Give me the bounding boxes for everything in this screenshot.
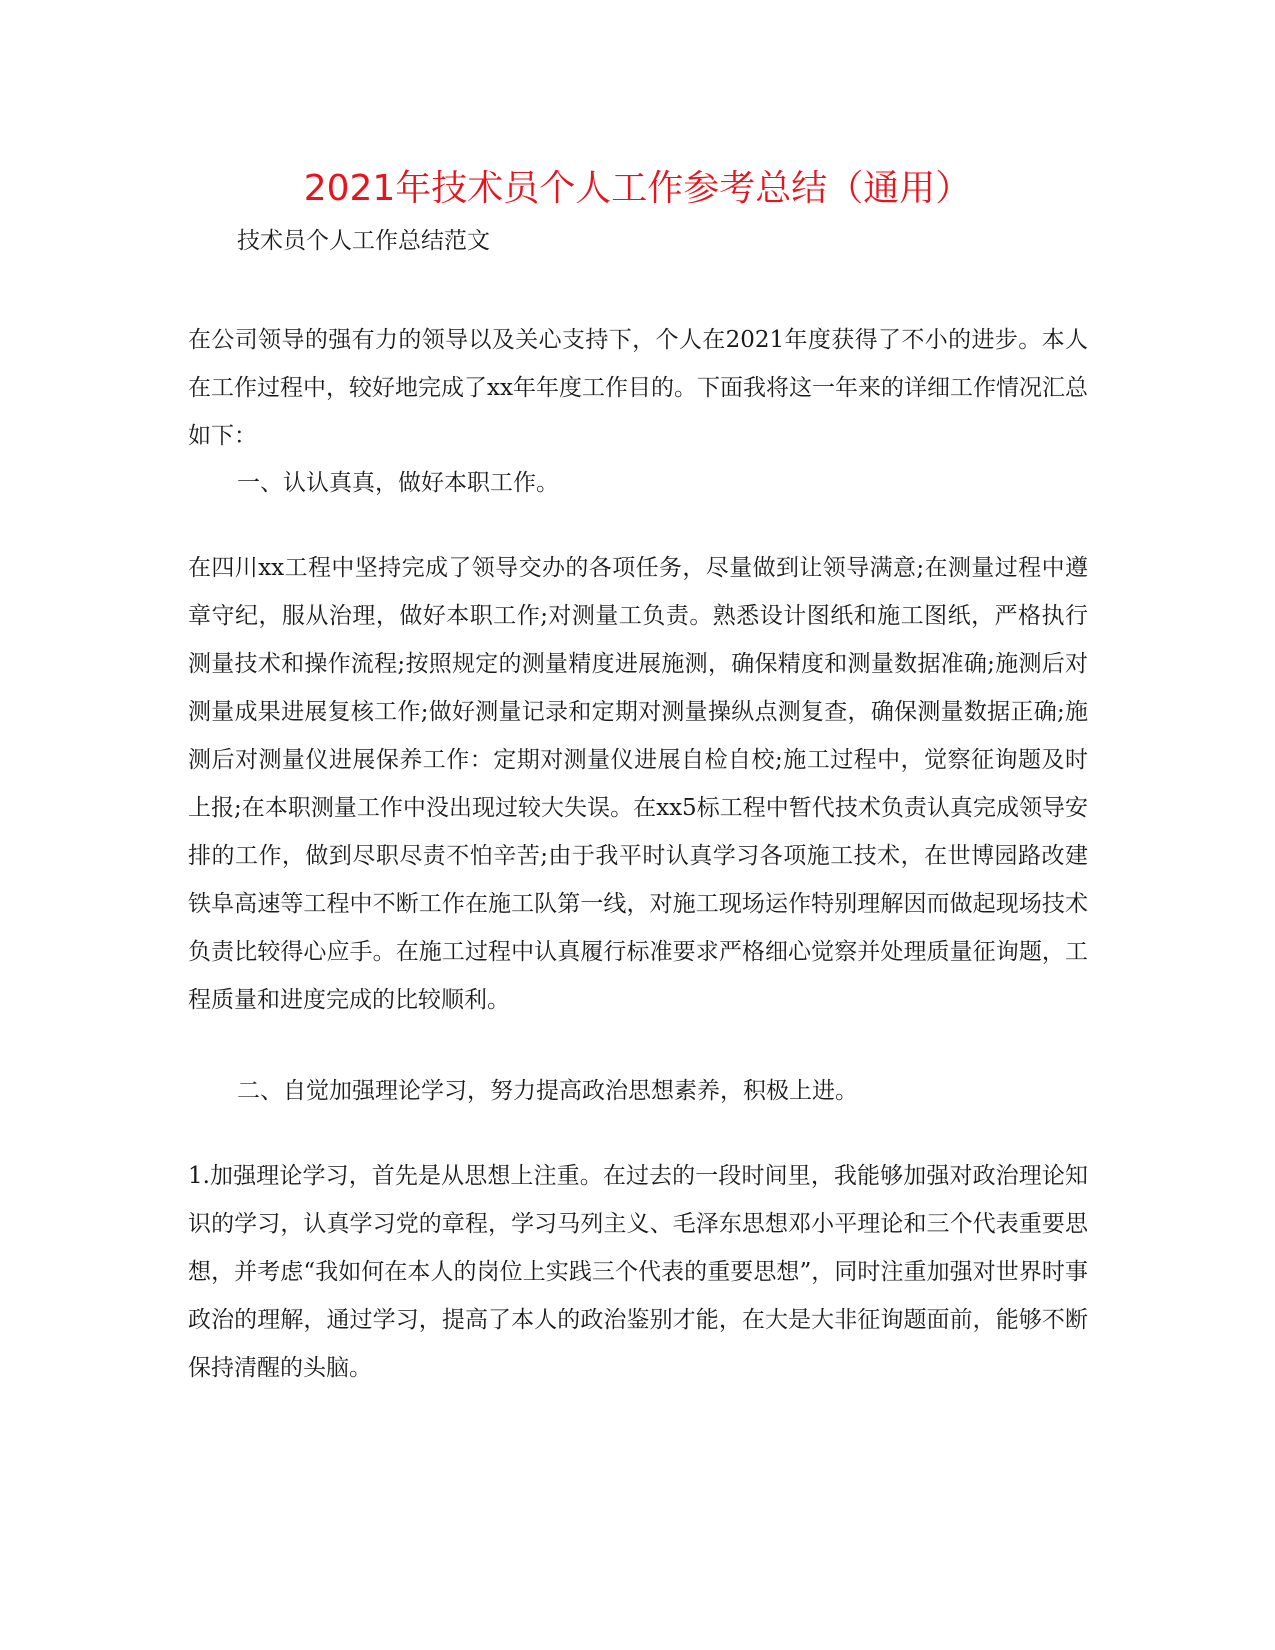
document-title: 2021年技术员个人工作参考总结（通用） <box>303 168 972 209</box>
section-1-paragraph: 在四川xx工程中坚持完成了领导交办的各项任务，尽量做到让领导满意;在测量过程中遵章守纪，服从治理，做好本职工作;对测量工负责。熟悉设计图纸和施工图纸，严格执行测量技术和操作流程;按照规定的测量精度进展施测，确保精度和测量数据准确;施测后对测量成果进展复核工作;做好测量记录和定期对测量操纵点测复查，确保测量数据正确;施测后对测量仪进展保养工作：定期对测量仪进展自检自校;施工过程中，觉察征询题及时上报;在本职测量工作中没出现过较大失误。在xx5标工程中暂代技术负责认真完成领导安排的工作，做到尽职尽责不怕辛苦;由于我平时认真学习各项施工技术，在世博园路改建铁阜高速等工程中不断工作在施工队第一线，对施工现场运作特别理解因而做起现场技术负责比较得心应手。在施工过程中认真履行标准要求严格细心觉察并处理质量征询题，工程质量和进度完成的比较顺利。 <box>188 555 1088 1013</box>
section-heading-1: 一、认认真真，做好本职工作。 <box>237 470 559 496</box>
intro-paragraph: 在公司领导的强有力的领导以及关心支持下，个人在2021年度获得了不小的进步。本人在工作过程中，较好地完成了xx年年度工作目的。下面我将这一年来的详细工作情况汇总如下： <box>188 327 1088 449</box>
document-subtitle: 技术员个人工作总结范文 <box>237 228 490 254</box>
section-2-paragraph: 1.加强理论学习，首先是从思想上注重。在过去的一段时间里，我能够加强对政治理论知识的学习，认真学习党的章程，学习马列主义、毛泽东思想邓小平理论和三个代表重要思想，并考虑“我如何在本人的岗位上实践三个代表的重要思想”，同时注重加强对世界时事政治的理解，通过学习，提高了本人的政治鉴别才能，在大是大非征询题面前，能够不断保持清醒的头脑。 <box>188 1163 1088 1381</box>
section-heading-2: 二、自觉加强理论学习，努力提高政治思想素养，积极上进。 <box>237 1078 858 1104</box>
